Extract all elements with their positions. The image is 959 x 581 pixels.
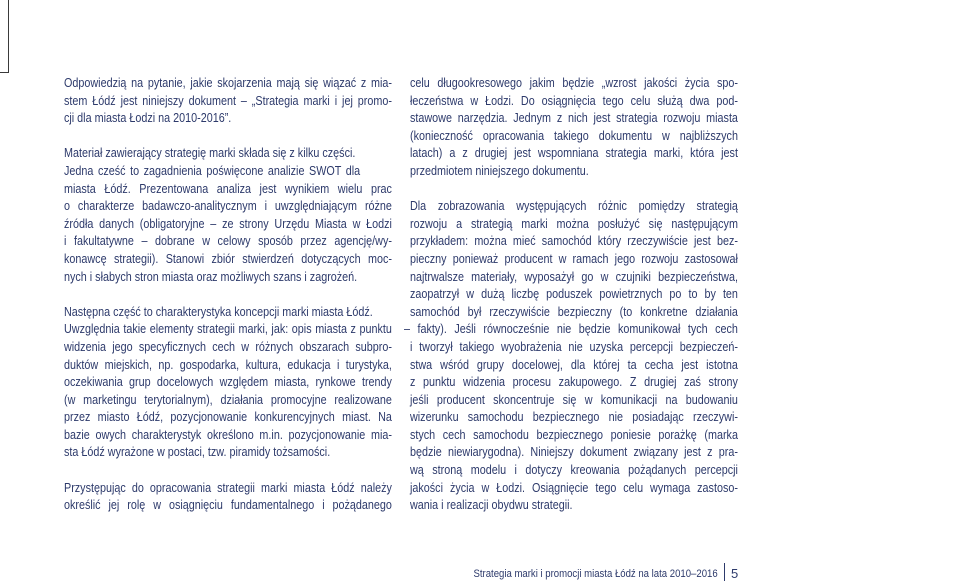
text-line: rozwoju a strategią marki można posłużyć się następującym [410,216,738,231]
text-line: Jedna cześć to zagadnienia poświęcone analizie SWOT dla [64,163,361,178]
text-line: stych cech samochodu bezpiecznego poniesie porażkę (marka [410,427,738,442]
text-line: i tworzył takiego wyobrażenia nie uzyska percepcji bezpieczeń- [410,339,738,354]
text-line: stem Łódź jest niniejszy dokument – „Strategia marki i jej promo- [64,93,392,108]
text-line: jakości życia w Łodzi. Osiągnięcie tego celu wymaga zastoso- [410,480,738,495]
text-line: wą stroną modelu i dotyczy kreowania pożądanych percepcji [410,463,738,478]
text-line: zaopatrzył w dużą liczbę poduszek powietrznych po to by ten [410,287,738,302]
paragraph [410,75,738,181]
text-line: miasta Łódź. Prezentowana analiza jest wynikiem wielu prac [64,181,392,196]
text-line: duktów miejskich, np. gospodarka, kultura, edukacja i turystyka, [64,357,392,372]
text-line: (w marketingu terytorialnym), działania promocyjne realizowane [64,392,392,407]
text-line: oczekiwania grup docelowych względem miasta, rynkowe trendy [64,375,392,390]
paragraph [64,145,392,286]
text-line: pieczny ponieważ producent w ramach jego rozwoju zastosował [410,251,738,266]
text-line: przykładem: można mieć samochód który rzeczywiście jest bez- [410,234,738,249]
text-line: widzenia jego specyficznych cech w różnych obszarach subpro- [64,339,392,354]
text-line: konawcę strategii). Stanowi zbiór stwierdzeń dotyczących moc- [64,251,392,266]
text-line: Następna część to charakterystyka koncepcji marki miasta Łódź. [64,304,373,319]
text-line: wizerunku samochodu bezpiecznego nie posiadając rzeczywi- [410,410,738,425]
text-line: (konieczność opracowania takiego dokumentu w najbliższych [410,128,738,143]
text-line: samochód był rzeczywiście bezpieczny (to konkretne działania [410,304,738,319]
text-line: Przystępując do opracowania strategii marki miasta Łódź należy [64,480,392,495]
text-line: stwa wśród grupy docelowej, dla której ta cecha jest istotna [410,357,738,372]
text-line: cji dla miasta Łodzi na 2010-2016”. [64,111,232,126]
text-column-right [403,75,738,515]
text-line: przez miasto Łódź, pozycjonowanie konkurencyjnych miast. Na [64,410,392,425]
paragraph [64,480,392,515]
text-line: o charakterze badawczo-analitycznym i uwzględniającym różne [64,199,392,214]
text-line: Odpowiedzią na pytanie, jakie skojarzenia mają się wiązać z mia- [64,76,392,90]
text-line: będzie niewiarygodna). Niniejszy dokument związany jest z pra- [410,445,738,460]
text-line: i fakultatywne – dobrane w celowy sposób przez agencję/wy- [64,234,392,249]
text-line: stawowe narzędzia. Jednym z nich jest strategia rozwoju miasta [410,111,738,126]
text-line: Dla zobrazowania występujących różnic pomiędzy strategią [410,199,738,214]
text-line: – fakty). Jeśli równocześnie nie będzie komunikował tych cech [403,322,738,337]
text-line: Materiał zawierający strategię marki składa się z kilku części. [64,146,356,161]
text-line: określić jej rolę w osiągnięciu fundamentalnego i pożądanego [64,498,392,513]
footer-title: Strategia marki i promocji miasta Łódź na lata 2010–2016 [473,568,718,580]
text-line: sta Łódź wyrażone w postaci, tzw. piramidy tożsamości. [64,445,331,460]
text-line: bazie owych charakterystyk określono m.in. pozycjonowanie mia- [64,427,392,442]
text-line: łeczeństwa w Łodzi. Do osiągnięcia tego celu służą dwa pod- [410,93,738,108]
text-line: nych i słabych stron miasta oraz możliwych szans i zagrożeń. [64,269,358,284]
text-line: Uwzględnia takie elementy strategii marki, jak: opis miasta z punktu [64,322,392,337]
text-line: przedmiotem niniejszego dokumentu. [410,163,589,178]
text-line: celu długookresowego jakim będzie „wzrost jakości życia spo- [410,76,738,90]
text-line: jeśli producent skoncentruje się w komunikacji na budowaniu [410,392,738,407]
paragraph [64,304,392,462]
crop-mark-vertical [8,0,9,73]
text-line: najtrwalsze materiały, wyposażył go w czujniki bezpieczeństwa, [410,269,738,284]
footer-divider [724,563,725,581]
text-line: wania i realizacji obydwu strategii. [410,498,573,513]
page-number: 5 [731,566,739,581]
paragraph [64,75,392,128]
text-line: latach) a z drugiej jest wspomniana strategia marki, która jest [410,146,738,161]
text-column-left [64,75,392,515]
text-line: źródła danych (obligatoryjne – ze strony Urzędu Miasta w Łodzi [64,216,392,231]
paragraph [403,198,738,515]
text-line: z punktu widzenia procesu zakupowego. Z drugiej zaś strony [410,375,738,390]
crop-mark-horizontal [0,72,9,73]
